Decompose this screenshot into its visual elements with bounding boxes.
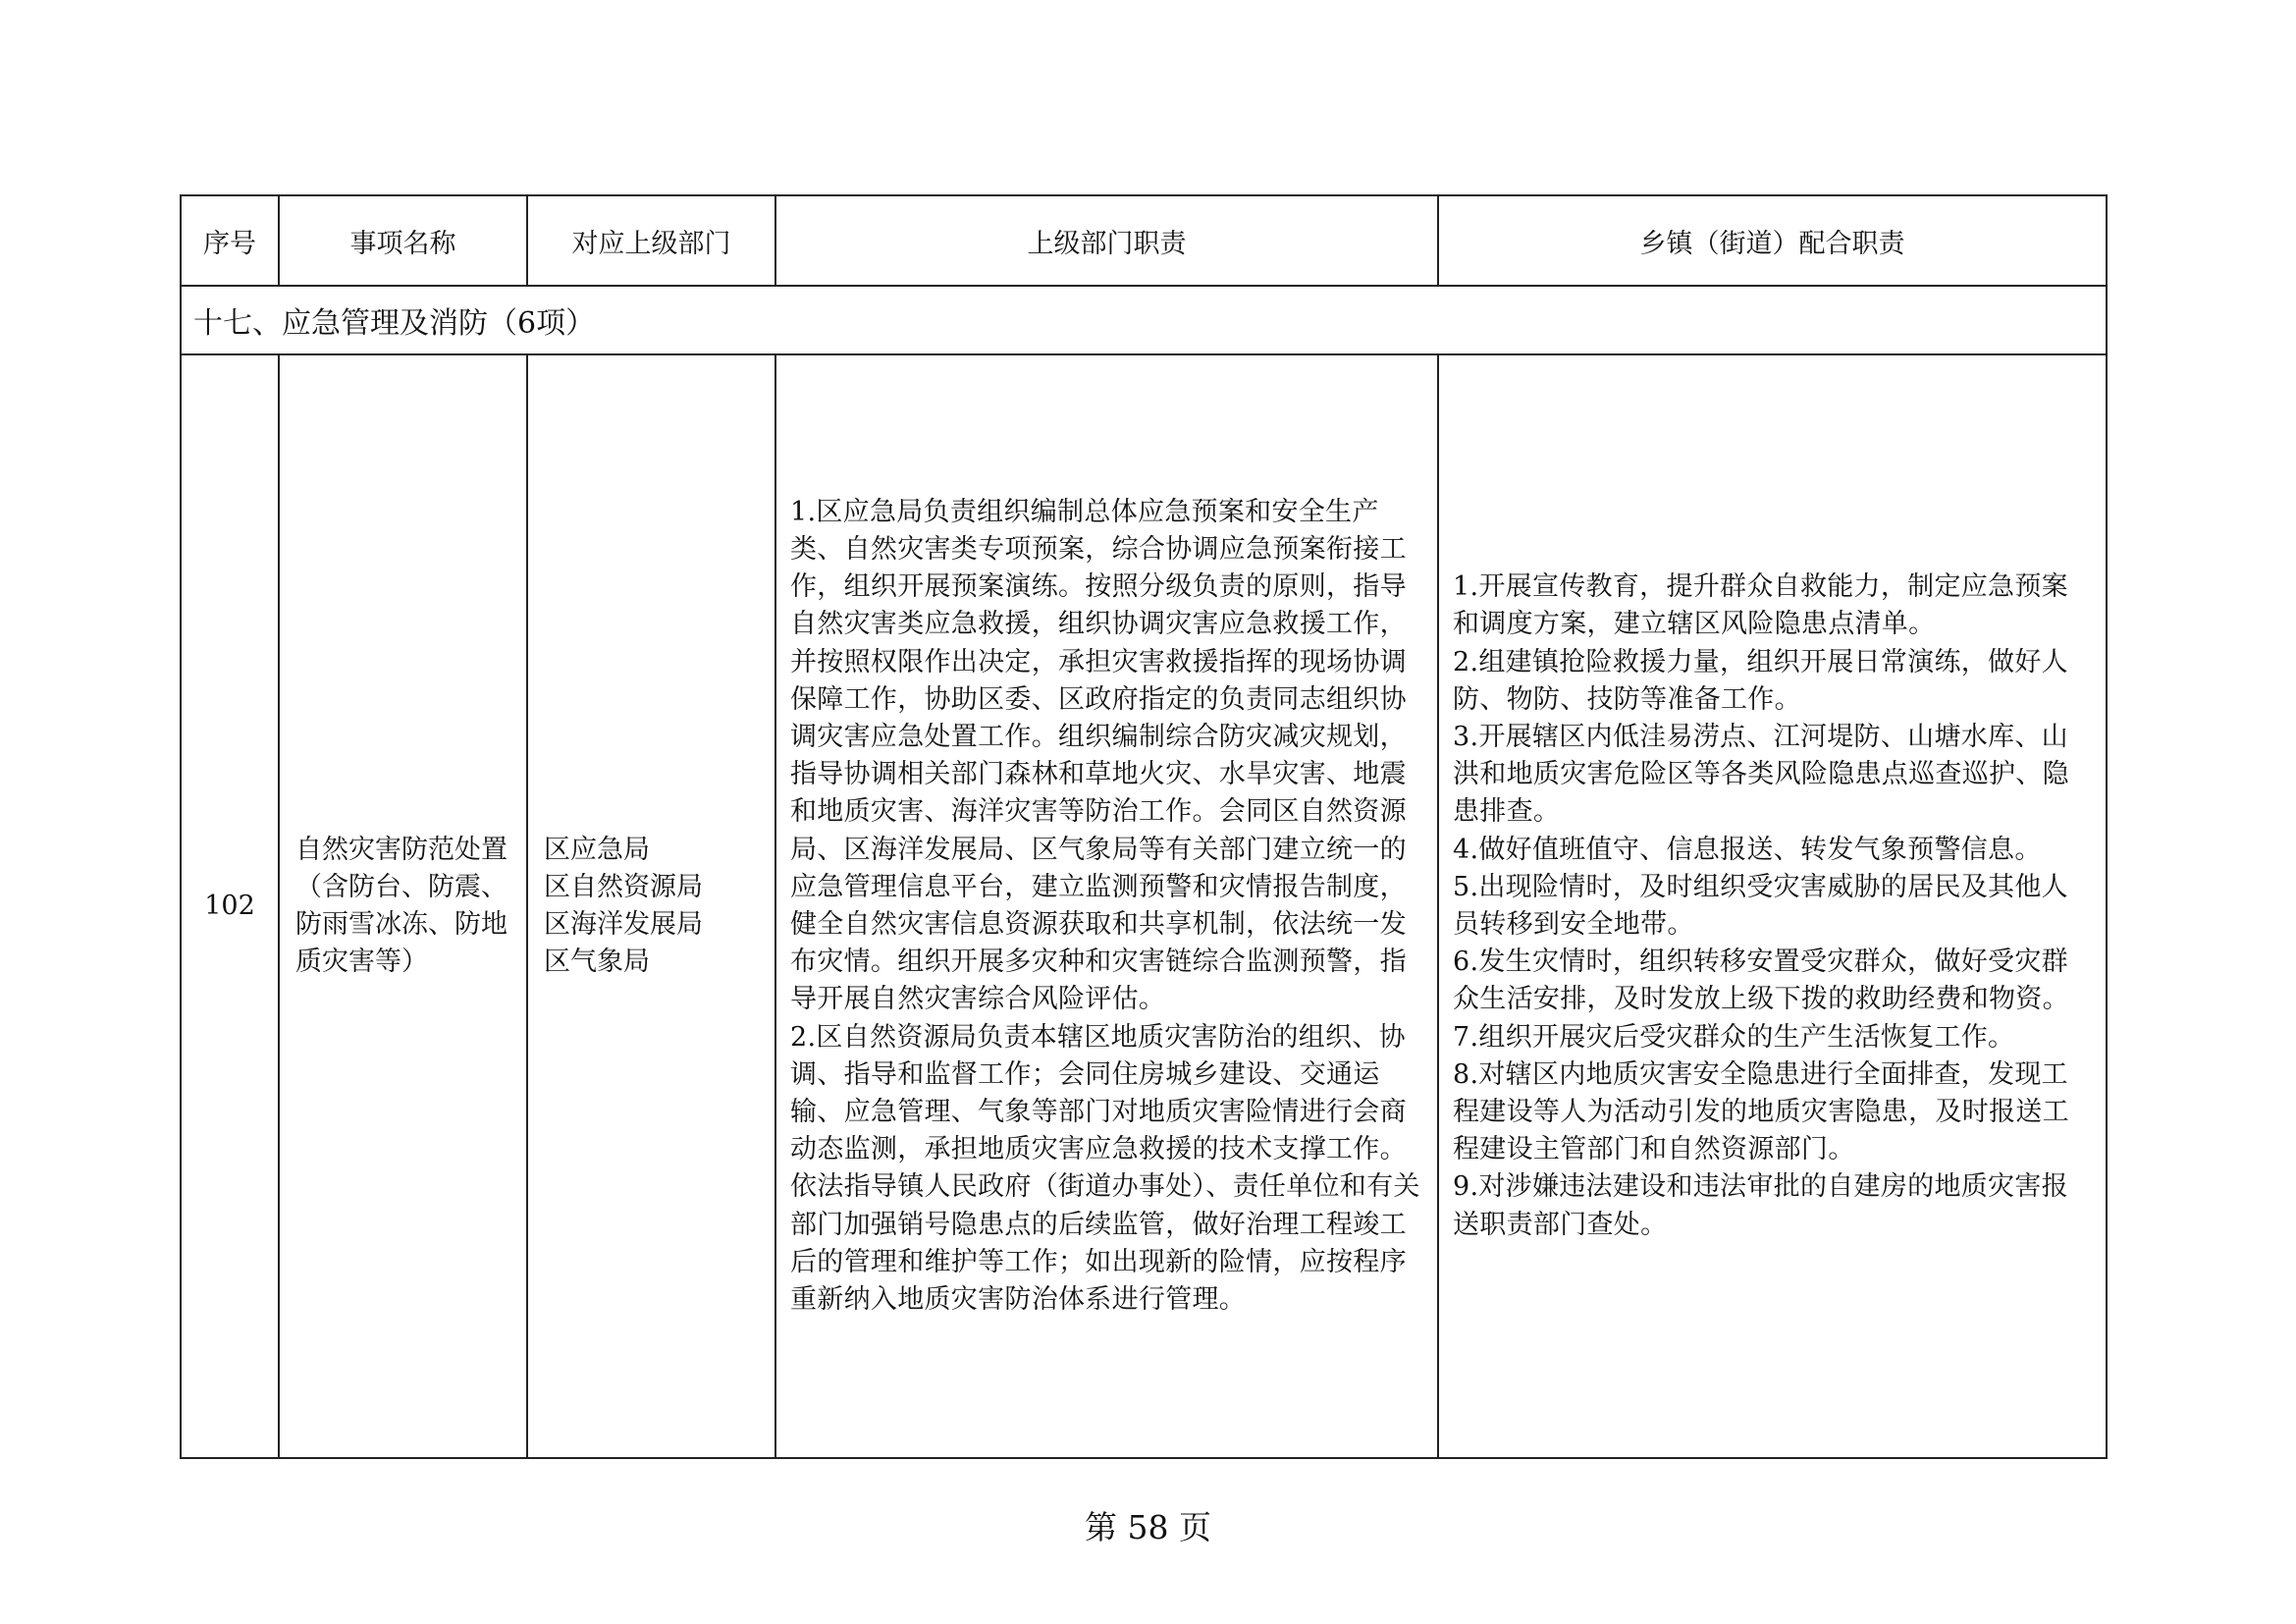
table-row [181, 354, 2107, 1458]
header-item-name: 事项名称 [279, 195, 527, 286]
town-duty-item: 5.出现险情时，及时组织受灾害威胁的居民及其他人员转移到安全地带。 [1453, 871, 2068, 940]
town-duty-item: 1.开展宣传教育，提升群众自救能力，制定应急预案和调度方案，建立辖区风险隐患点清单。 [1453, 571, 2068, 640]
town-duty-item: 8.对辖区内地质灾害安全隐患进行全面排查，发现工程建设等人为活动引发的地质灾害隐患，及时报送工程建设主管部门和自然资源部门。 [1453, 1058, 2069, 1165]
town-duty-item: 7.组织开展灾后受灾群众的生产生活恢复工作。 [1453, 1021, 2015, 1053]
town-duty-item: 6.发生灾情时，组织转移安置受灾群众，做好受灾群众生活安排，及时发放上级下拨的救助经费和物资。 [1453, 947, 2069, 1015]
town-duty-item: 2.组建镇抢险救援力量，组织开展日常演练，做好人防、物防、技防等准备工作。 [1453, 646, 2068, 715]
department-item: 区气象局 [544, 947, 650, 977]
header-department: 对应上级部门 [527, 195, 775, 286]
duty-table [180, 194, 2108, 1459]
town-duties-cell [1438, 354, 2107, 1458]
section-title: 十七、应急管理及消防（6项） [181, 286, 2107, 354]
department-item: 区应急局 [544, 835, 650, 865]
upper-duty-paragraph: 2.区自然资源局负责本辖区地质灾害防治的组织、协调、指导和监督工作；会同住房城乡建设、交通运输、应急管理、气象等部门对地质灾害险情进行会商动态监测，承担地质灾害应急救援的技术支撑工作。依法指导镇人民政府（街道办事处）、责任单位和有关部门加强销号隐患点的后续监管，做好治理工程竣工后的管理和维护等工作；如出现新的险情，应按程序重新纳入地质灾害防治体系进行管理。 [790, 1021, 1420, 1316]
section-row [181, 286, 2107, 354]
upper-duties-cell [775, 354, 1438, 1458]
page-number: 第 58 页 [1085, 1508, 1211, 1546]
item-name: 自然灾害防范处置（含防台、防震、防雨雪冰冻、防地质灾害等） [295, 835, 507, 977]
town-duty-item: 4.做好值班值守、信息报送、转发气象预警信息。 [1453, 834, 2042, 865]
upper-duty-paragraph: 1.区应急局负责组织编制总体应急预案和安全生产类、自然灾害类专项预案，综合协调应急预案衔接工作，组织开展预案演练。按照分级负责的原则，指导自然灾害类应急救援，组织协调灾害应急救援工作，并按照权限作出决定，承担灾害救援指挥的现场协调保障工作，协助区委、区政府指定的负责同志组织协调灾害应急处置工作。组织编制综合防灾减灾规划，指导协调相关部门森林和草地火灾、水旱灾害、地震和地质灾害、海洋灾害等防治工作。会同区自然资源局、区海洋发展局、区气象局等有关部门建立统一的应急管理信息平台，建立监测预警和灾情报告制度，健全自然灾害信息资源获取和共享机制，依法统一发布灾情。组织开展多灾种和灾害链综合监测预警，指导开展自然灾害综合风险评估。 [790, 496, 1407, 1015]
header-number: 序号 [181, 195, 279, 286]
department-item: 区海洋发展局 [544, 909, 703, 940]
header-town-duties: 乡镇（街道）配合职责 [1438, 195, 2107, 286]
department-item: 区自然资源局 [544, 872, 703, 902]
town-duty-item: 3.开展辖区内低洼易涝点、江河堤防、山塘水库、山洪和地质灾害危险区等各类风险隐患点巡查巡护、隐患排查。 [1453, 721, 2069, 828]
table-header-row [181, 195, 2107, 286]
item-name-cell [279, 354, 527, 1458]
header-upper-duties: 上级部门职责 [775, 195, 1438, 286]
department-cell [527, 354, 775, 1458]
row-number: 102 [181, 354, 279, 1458]
town-duty-item: 9.对涉嫌违法建设和违法审批的自建房的地质灾害报送职责部门查处。 [1453, 1171, 2068, 1240]
